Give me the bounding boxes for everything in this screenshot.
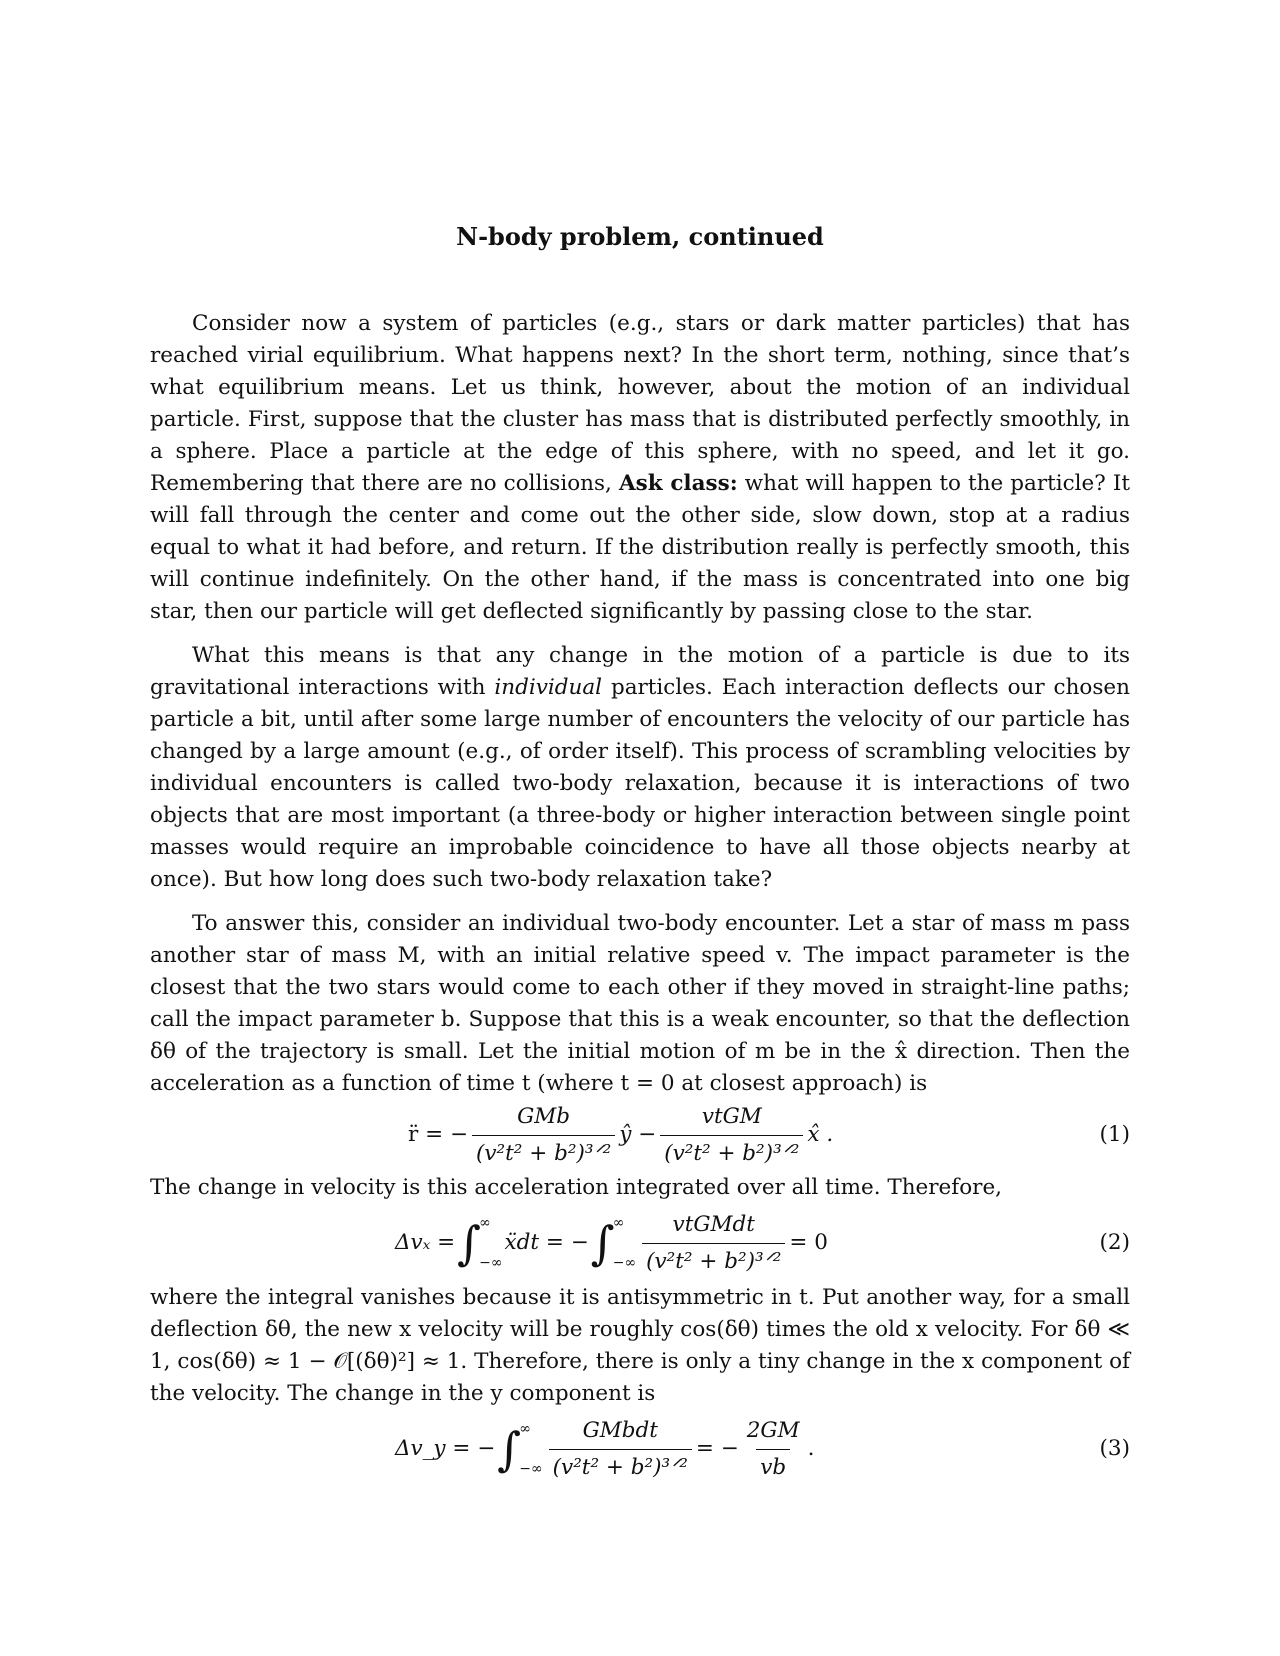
paragraph-4: where the integral vanishes because it is antisymmetric in t. Put another way, for a small deflection δθ, the new x velocity will be roughly cos(δθ) times the old x velocity. For δθ ≪ 1, cos(δθ) ≈ 1 − 𝒪[(δθ)²] ≈ 1. Therefore, there is only a tiny change in the x component of the velocity. The change in the y component is: [150, 1285, 1130, 1406]
eq3-fraction-1: [549, 1415, 692, 1484]
paragraph-2-text-a: What this means is that any change in the motion of a particle is due to its gravitational interactions with: [150, 643, 1130, 700]
eq2-rhs: = 0: [789, 1230, 828, 1255]
paragraph-1-text-b: what will happen to the particle? It will fall through the center and come out the other side, slow down, stop at a radius equal to what it had before, and return. If the distribution really is perfectly smooth, this will continue indefinitely. On the other hand, if the mass is concentrated into one big star, then our particle will get deflected significantly by passing close to the star.: [150, 471, 1130, 624]
eq3-int-upper: ∞: [519, 1421, 531, 1437]
paragraph-2-emphasis: individual: [494, 675, 603, 700]
eq3-numerator-2: 2GM: [746, 1417, 800, 1443]
equation-number-3: (3): [1099, 1436, 1130, 1461]
eq2-int2-upper: ∞: [612, 1215, 625, 1231]
eq3-integral: [497, 1422, 542, 1476]
eq1-denominator-2: (v²t² + b²)³ᐟ²: [660, 1135, 803, 1170]
ask-class-label: Ask class:: [618, 471, 738, 496]
paragraph-1: [150, 308, 1130, 628]
eq2-denominator: (v²t² + b²)³ᐟ²: [642, 1243, 785, 1278]
eq2-integrand: ẍdt = −: [504, 1230, 589, 1255]
eq1-numerator-1: GMb: [517, 1103, 571, 1129]
eq1-tail: x̂ .: [807, 1122, 834, 1147]
eq2-lhs: Δvₓ =: [395, 1230, 456, 1255]
eq2-int1-upper: ∞: [479, 1215, 491, 1231]
eq3-denominator-2: vb: [756, 1449, 790, 1484]
eq3-lhs: Δv_y = −: [395, 1436, 496, 1461]
eq3-numerator-1: GMbdt: [582, 1417, 658, 1443]
eq1-numerator-2: vtGM: [701, 1103, 762, 1129]
eq1-lhs: r̈ = −: [408, 1122, 468, 1147]
eq2-int1-lower: −∞: [479, 1255, 503, 1271]
eq1-fraction-2: [660, 1101, 803, 1170]
equation-1: [408, 1100, 1130, 1170]
integral-sign-icon: ∫: [457, 1216, 482, 1270]
eq1-denominator-1: (v²t² + b²)³ᐟ²: [472, 1135, 615, 1170]
paragraph-between-eq1-eq2: The change in velocity is this acceleration integrated over all time. Therefore,: [150, 1175, 1003, 1200]
paragraph-1-text-a: Consider now a system of particles (e.g., stars or dark matter particles) that has reached virial equilibrium. What happens next? In the short term, nothing, since that’s what equilibrium means. Let us think, however, about the motion of an individual particle. First, suppose that the cluster has mass that is distributed perfectly smoothly, in a sphere. Place a particle at the edge of this sphere, with no speed, and let it go. Remembering that there are no collisions,: [150, 311, 1130, 496]
eq2-fraction: [642, 1209, 785, 1278]
eq3-denominator-1: (v²t² + b²)³ᐟ²: [549, 1449, 692, 1484]
equation-2: [395, 1206, 1130, 1280]
eq3-int-lower: −∞: [519, 1461, 543, 1477]
integral-sign-icon: ∫: [497, 1422, 522, 1476]
paragraph-2-text-b: particles. Each interaction deflects our chosen particle a bit, until after some large number of encounters the velocity of our particle has changed by a large amount (e.g., of order itself). This process of scrambling velocities by individual encounters is called two-body relaxation, because it is interactions of two objects that are most important (a three-body or higher interaction between single point masses would require an improbable coincidence to have all those objects nearby at once). But how long does such two-body relaxation take?: [150, 675, 1130, 892]
eq3-tail: .: [807, 1436, 815, 1461]
paragraph-2: [150, 640, 1130, 896]
eq3-middle: = −: [695, 1436, 739, 1461]
eq3-fraction-2: [743, 1415, 804, 1484]
integral-sign-icon: ∫: [590, 1216, 615, 1270]
eq1-middle: ŷ −: [619, 1122, 657, 1147]
document-body: [150, 308, 1130, 1486]
eq2-integral-1: [457, 1216, 502, 1270]
eq1-fraction-1: [472, 1101, 615, 1170]
eq2-int2-lower: −∞: [612, 1255, 637, 1271]
page-title: N-body problem, continued: [456, 222, 824, 251]
paragraph-3: To answer this, consider an individual two-body encounter. Let a star of mass m pass another star of mass M, with an initial relative speed v. The impact parameter is the closest that the two stars would come to each other if they moved in straight-line paths; call the impact parameter b. Suppose that this is a weak encounter, so that the deflection δθ of the trajectory is small. Let the initial motion of m be in the x̂ direction. Then the acceleration as a function of time t (where t = 0 at closest approach) is: [150, 911, 1130, 1096]
eq2-numerator: vtGMdt: [672, 1211, 755, 1237]
equation-number-2: (2): [1099, 1230, 1130, 1255]
equation-number-1: (1): [1099, 1122, 1130, 1147]
eq2-integral-2: [591, 1216, 636, 1270]
equation-3: [395, 1412, 1130, 1486]
